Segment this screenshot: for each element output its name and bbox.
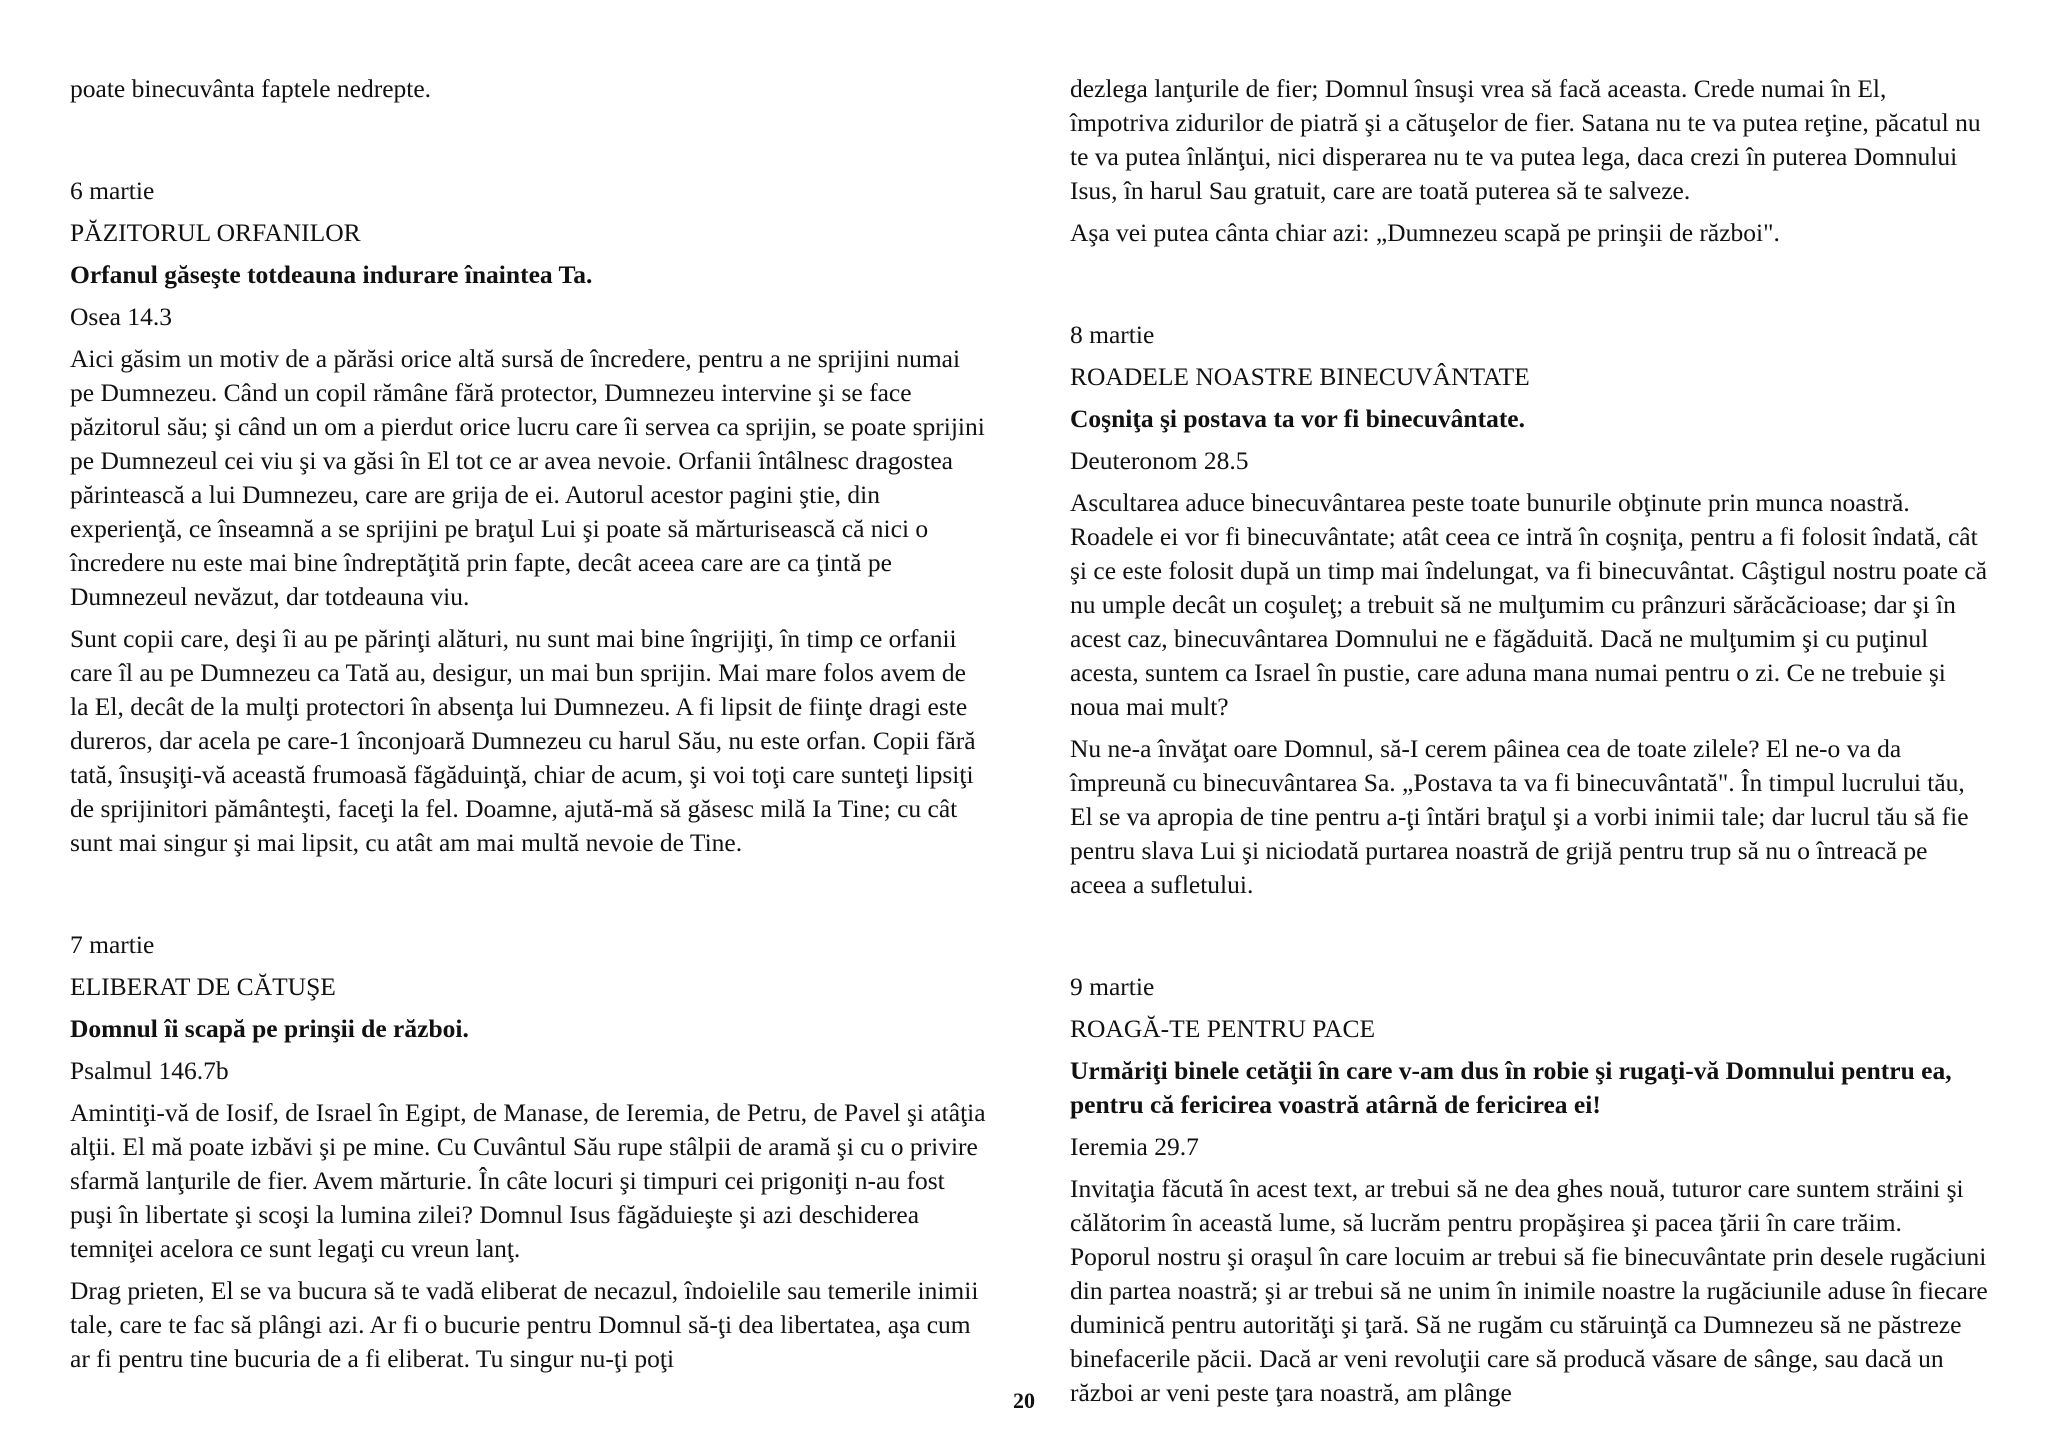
entry-date: 6 martie (70, 176, 155, 205)
entry-title: ROAGĂ-TE PENTRU PACE (1070, 1014, 1376, 1043)
entry-9-martie (1070, 970, 1988, 1410)
right-column (1070, 72, 1988, 1418)
entry-reference: Deuteronom 28.5 (1070, 446, 1249, 475)
entry-8-martie (1070, 318, 1988, 902)
entry-title: ELIBERAT DE CĂTUŞE (70, 972, 336, 1001)
entry-reference: Psalmul 146.7b (70, 1056, 229, 1085)
entry-reference: Osea 14.3 (70, 302, 172, 331)
entry-gap (70, 868, 988, 928)
right-lead-paragraph: dezlega lanţurile de fier; Domnul însuşi vrea să facă aceasta. Crede numai în El, împotriva zidurilor de piatră şi a cătuşelor de fier. Satana nu te va putea reţine, păcatul nu te va putea înlănţui, nici disperarea nu te va putea lega, daca crezi în puterea Domnului Isus, în harul Sau gratuit, care are toată puterea să te salveze. (1070, 74, 1981, 205)
right-lead-paragraph: Aşa vei putea cânta chiar azi: „Dumnezeu scapă pe prinşii de război". (1070, 218, 1780, 247)
entry-paragraph: Nu ne-a învăţat oare Domnul, să-I cerem pâinea cea de toate zilele? El ne-o va da împreună cu binecuvântarea Sa. „Postava ta va fi binecuvântată". În timpul lucrului tău, El se va apropia de tine pentru a-ţi întări braţul şi a vorbi inimii tale; dar lucrul tău să fie pentru slava Lui şi niciodată purtarea noastră de grijă pentru trup să nu o întreacă pe aceea a sufletului. (1070, 734, 1969, 899)
entry-verse: Coşniţa şi postava ta vor fi binecuvântate. (1070, 404, 1526, 433)
entry-verse: Urmăriţi binele cetăţii în care v-am dus în robie şi rugaţi-vă Domnului pentru ea, pentru că fericirea voastră atârnă de fericirea ei! (1070, 1056, 1952, 1119)
entry-6-martie (70, 174, 988, 860)
left-lead-text: poate binecuvânta faptele nedrepte. (70, 74, 432, 103)
entry-verse: Orfanul găseşte totdeauna indurare înaintea Ta. (70, 260, 593, 289)
entry-gap (1070, 258, 1988, 318)
entry-date: 8 martie (1070, 320, 1155, 349)
entry-verse: Domnul îi scapă pe prinşii de război. (70, 1014, 469, 1043)
entry-paragraph: Aici găsim un motiv de a părăsi orice altă sursă de încredere, pentru a ne sprijini numai pe Dumnezeu. Când un copil rămâne fără protector, Dumnezeu intervine şi se face păzitorul său; şi când un om a pierdut orice lucru care îi servea ca sprijin, se poate sprijini pe Dumnezeul cei viu şi va găsi în El tot ce ar avea nevoie. Orfanii întâlnesc dragostea părintească a lui Dumnezeu, care are grija de ei. Autorul acestor pagini ştie, din experienţă, ce înseamnă a se sprijini pe braţul Lui şi poate să mărturisească că nici o încredere nu este mai bine îndreptăţită prin fapte, decât aceea care are ca ţintă pe Dumnezeul nevăzut, dar totdeauna viu. (70, 344, 985, 611)
entry-title: PĂZITORUL ORFANILOR (70, 218, 361, 247)
left-column (70, 72, 988, 1384)
page-number: 20 (1013, 1388, 1035, 1413)
entry-7-martie (70, 928, 988, 1376)
entry-reference: Ieremia 29.7 (1070, 1132, 1199, 1161)
entry-paragraph: Drag prieten, El se va bucura să te vadă eliberat de necazul, îndoielile sau temerile inimii tale, care te fac să plângi azi. Ar fi o bucurie pentru Domnul să-ţi dea libertatea, aşa cum ar fi pentru tine bucuria de a fi eliberat. Tu singur nu-ţi poţi (70, 1276, 979, 1373)
entry-date: 7 martie (70, 930, 155, 959)
entry-gap (1070, 910, 1988, 970)
entry-gap (70, 114, 988, 174)
entry-paragraph: Amintiţi-vă de Iosif, de Israel în Egipt, de Manase, de Ieremia, de Petru, de Pavel şi atâţia alţii. El mă poate izbăvi şi pe mine. Cu Cuvântul Său rupe stâlpii de aramă şi cu o privire sfarmă lanţurile de fier. Avem mărturie. În câte locuri şi timpuri cei prigoniţi n-au fost puşi în libertate şi scoşi la lumina zilei? Domnul Isus făgăduieşte şi azi deschiderea temniţei acelora ce sunt legaţi cu vreun lanţ. (70, 1098, 986, 1263)
entry-date: 9 martie (1070, 972, 1155, 1001)
entry-paragraph: Ascultarea aduce binecuvântarea peste toate bunurile obţinute prin munca noastră. Roadele ei vor fi binecuvântate; atât ceea ce intră în coşniţa, pentru a fi folosit îndată, cât şi ce este folosit după un timp mai îndelungat, va fi binecuvântat. Câştigul nostru poate că nu umple decât un coşuleţ; a trebuit să ne mulţumim cu prânzuri sărăcăcioase; dar şi în acest caz, binecuvântarea Domnului ne e făgăduită. Dacă ne mulţumim şi cu puţinul acesta, suntem ca Israel în pustie, care aduna mana numai pentru o zi. Ce ne trebuie şi noua mai mult? (1070, 488, 1988, 721)
entry-paragraph: Sunt copii care, deşi îi au pe părinţi alături, nu sunt mai bine îngrijiţi, în timp ce orfanii care îl au pe Dumnezeu ca Tată au, desigur, un mai bun sprijin. Mai mare folos avem de la El, decât de la mulţi protectori în absenţa lui Dumnezeu. A fi lipsit de fiinţe dragi este dureros, dar acela pe care-1 înconjoară Dumnezeu cu harul Său, nu este orfan. Copii fără tată, însuşiţi-vă această frumoasă făgăduinţă, chiar de acum, şi voi toţi care sunteţi lipsiţi de sprijinitori pământeşti, faceţi la fel. Doamne, ajută-mă să găsesc milă Ia Tine; cu cât sunt mai singur şi mai lipsit, cu atât am mai multă nevoie de Tine. (70, 624, 976, 857)
entry-title: ROADELE NOASTRE BINECUVÂNTATE (1070, 362, 1530, 391)
entry-paragraph: Invitaţia făcută în acest text, ar trebui să ne dea ghes nouă, tuturor care suntem străini şi călătorim în această lume, să lucrăm pentru propăşirea şi pacea ţării în care trăim. Poporul nostru şi oraşul în care locuim ar trebui să fie binecuvântate prin desele rugăciuni din partea noastră; şi ar trebui să ne unim în inimile noastre la rugăciunile aduse în fiecare duminică pentru autorităţi şi ţară. Să ne rugăm cu stăruinţă ca Dumnezeu să ne păstreze binefacerile păcii. Dacă ar veni revoluţii care să producă văsare de sânge, sau dacă un război ar veni peste ţara noastră, am plânge (1070, 1174, 1988, 1407)
